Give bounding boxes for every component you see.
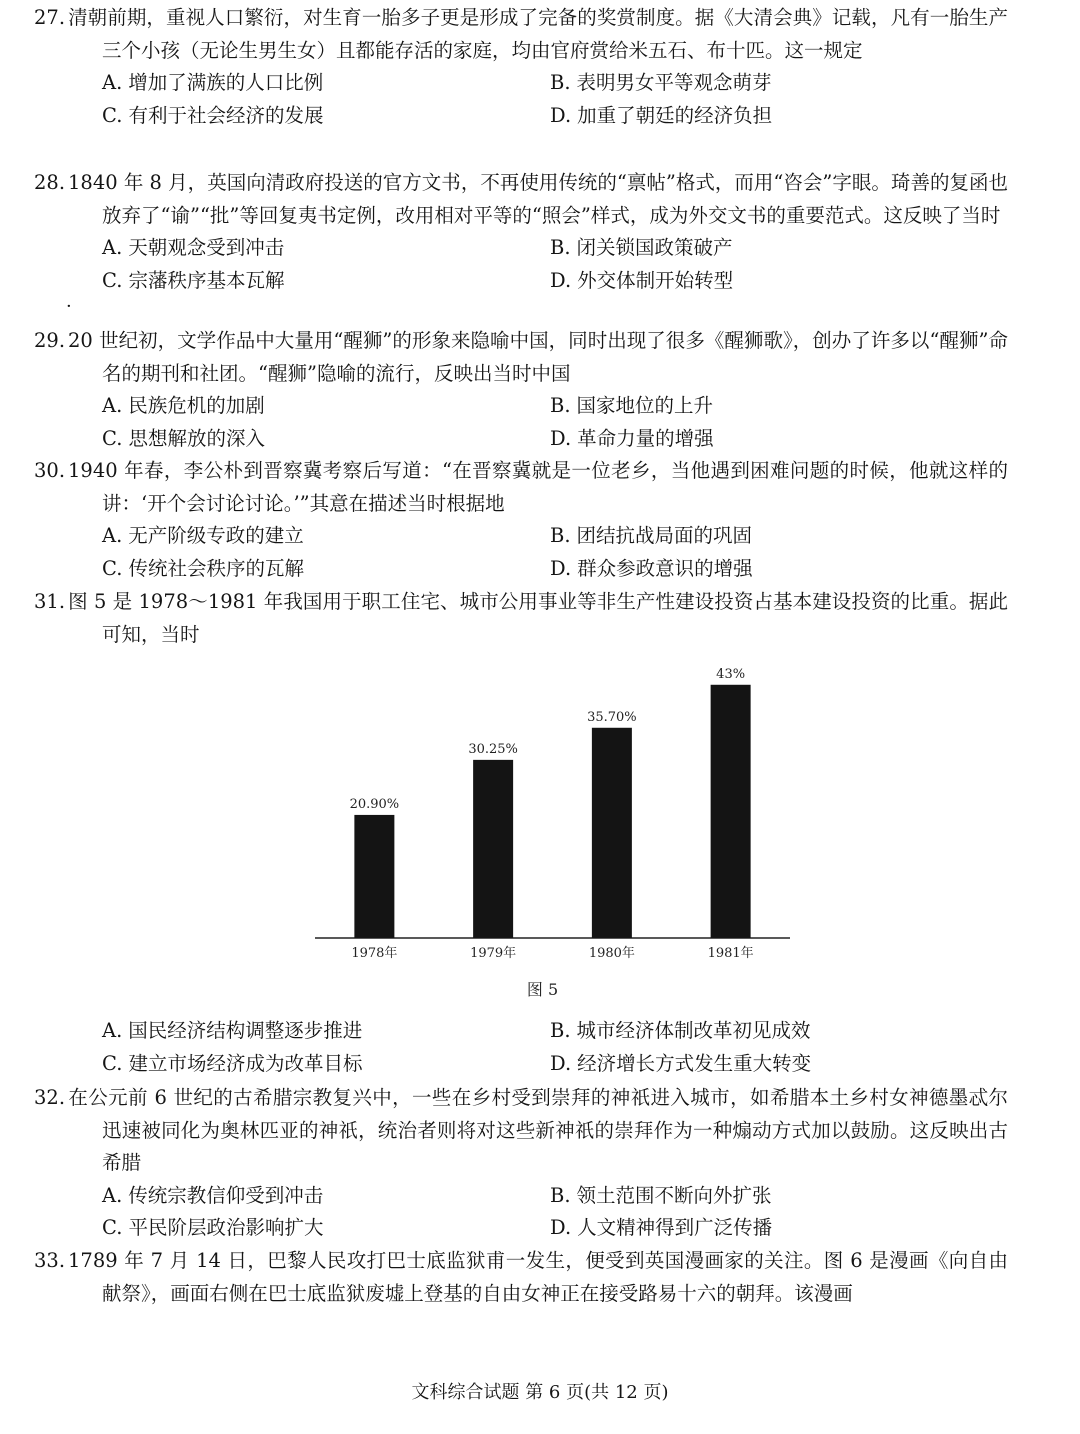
bar-1978年 bbox=[354, 815, 394, 938]
data-label: 43% bbox=[716, 666, 746, 682]
question-33 bbox=[34, 1245, 1008, 1310]
option-c[interactable]: C. 宗藩秩序基本瓦解 bbox=[102, 268, 285, 292]
bar-1981年 bbox=[711, 685, 751, 938]
option-a[interactable]: A. 天朝观念受到冲击 bbox=[102, 236, 285, 259]
x-tick-label: 1979年 bbox=[470, 946, 517, 961]
x-tick-label: 1978年 bbox=[351, 946, 398, 961]
data-label: 20.90% bbox=[349, 796, 400, 812]
option-d[interactable]: D. 经济增长方式发生重大转变 bbox=[550, 1051, 812, 1075]
question-text: 20 世纪初，文学作品中大量用“醒狮”的形象来隐喻中国，同时出现了很多《醒狮歌》，创办了许多以“醒狮”命名的期刊和社团。“醒狮”隐喻的流行，反映出当时中国 bbox=[68, 329, 1008, 385]
question-text: 1789 年 7 月 14 日，巴黎人民攻打巴士底监狱甫一发生，便受到英国漫画家的关注。图 6 是漫画《向自由献祭》，画面右侧在巴士底监狱废墟上登基的自由女神正在接受路易十六的朝拜。该漫画 bbox=[68, 1249, 1008, 1305]
question-32 bbox=[34, 1082, 1008, 1245]
question-stem: 27. 清朝前期，重视人口繁衍，对生育一胎多子更是形成了完备的奖赏制度。据《大清会典》记载，凡有一胎生产三个小孩（无论生男生女）且都能存活的家庭，均由官府赏给米五石、布十匹。这一规定 bbox=[34, 6, 1008, 62]
option-c[interactable]: C. 思想解放的深入 bbox=[102, 426, 265, 450]
data-label: 30.25% bbox=[468, 741, 518, 757]
options-grid bbox=[68, 1015, 1008, 1080]
option-b[interactable]: B. 领土范围不断向外扩张 bbox=[550, 1183, 772, 1207]
bar-1980年 bbox=[592, 728, 632, 938]
question-28 bbox=[34, 167, 1008, 297]
question-text: 图 5 是 1978～1981 年我国用于职工住宅、城市公用事业等非生产性建设投资占基本建设投资的比重。据此可知，当时 bbox=[68, 590, 1008, 646]
option-a[interactable]: A. 增加了满族的人口比例 bbox=[102, 71, 324, 94]
question-text: 清朝前期，重视人口繁衍，对生育一胎多子更是形成了完备的奖赏制度。据《大清会典》记载，凡有一胎生产三个小孩（无论生男生女）且都能存活的家庭，均由官府赏给米五石、布十匹。这一规定 bbox=[68, 6, 1008, 62]
question-stem: 30. 1940 年春，李公朴到晋察冀考察后写道：“在晋察冀就是一位老乡，当他遇到困难问题的时候，他就这样的讲：‘开个会讨论讨论。’”其意在描述当时根据地 bbox=[34, 459, 1008, 515]
question-text: 在公元前 6 世纪的古希腊宗教复兴中，一些在乡村受到崇拜的神祇进入城市，如希腊本土乡村女神德墨忒尔迅速被同化为奥林匹亚的神祇，统治者则将对这些新神祇的崇拜作为一种煽动方式加以鼓励。这反映出古希腊 bbox=[68, 1086, 1008, 1174]
option-c[interactable]: C. 传统社会秩序的瓦解 bbox=[102, 556, 304, 580]
margin-dot: · bbox=[66, 296, 72, 317]
option-d[interactable]: D. 群众参政意识的增强 bbox=[550, 556, 753, 580]
figure-5 bbox=[300, 648, 820, 1008]
option-b[interactable]: B. 团结抗战局面的巩固 bbox=[550, 524, 753, 547]
option-a[interactable]: A. 国民经济结构调整逐步推进 bbox=[102, 1019, 363, 1042]
option-b[interactable]: B. 表明男女平等观念萌芽 bbox=[550, 71, 772, 94]
option-c[interactable]: C. 有利于社会经济的发展 bbox=[102, 103, 324, 127]
option-b[interactable]: B. 闭关锁国政策破产 bbox=[550, 236, 733, 259]
options-grid bbox=[68, 67, 1008, 132]
bar-chart bbox=[300, 648, 820, 1008]
option-d[interactable]: D. 外交体制开始转型 bbox=[550, 268, 734, 292]
question-30 bbox=[34, 455, 1008, 585]
option-a[interactable]: A. 传统宗教信仰受到冲击 bbox=[102, 1183, 324, 1207]
page-footer: 文科综合试题 第 6 页(共 12 页) bbox=[411, 1382, 669, 1403]
option-b[interactable]: B. 城市经济体制改革初见成效 bbox=[550, 1019, 811, 1042]
option-d[interactable]: D. 加重了朝廷的经济负担 bbox=[550, 103, 773, 127]
bar-1979年 bbox=[473, 760, 513, 938]
question-stem: 28. 1840 年 8 月，英国向清政府投送的官方文书，不再使用传统的“禀帖”格式，而用“咨会”字眼。琦善的复函也放弃了“谕”“批”等回复夷书定例，改用相对平等的“照会”样式，成为外交文书的重要范式。这反映了当时 bbox=[34, 171, 1008, 227]
x-tick-label: 1980年 bbox=[588, 946, 635, 961]
question-text: 1840 年 8 月，英国向清政府投送的官方文书，不再使用传统的“禀帖”格式，而用“咨会”字眼。琦善的复函也放弃了“谕”“批”等回复夷书定例，改用相对平等的“照会”样式，成为外交文书的重要范式。这反映了当时 bbox=[68, 171, 1008, 227]
option-d[interactable]: D. 人文精神得到广泛传播 bbox=[550, 1216, 773, 1239]
question-31-options bbox=[68, 1015, 1008, 1080]
question-29 bbox=[34, 325, 1008, 455]
question-27 bbox=[34, 2, 1008, 132]
data-label: 35.70% bbox=[587, 709, 637, 725]
options-grid bbox=[68, 520, 1008, 585]
question-stem: 32. 在公元前 6 世纪的古希腊宗教复兴中，一些在乡村受到崇拜的神祇进入城市，如希腊本土乡村女神德墨忒尔迅速被同化为奥林匹亚的神祇，统治者则将对这些新神祇的崇拜作为一种煽动方式加以鼓励。这反映出古希腊 bbox=[34, 1086, 1008, 1174]
question-31 bbox=[34, 586, 1008, 651]
question-stem: 29. 20 世纪初，文学作品中大量用“醒狮”的形象来隐喻中国，同时出现了很多《醒狮歌》，创办了许多以“醒狮”命名的期刊和社团。“醒狮”隐喻的流行，反映出当时中国 bbox=[34, 329, 1008, 385]
option-d[interactable]: D. 革命力量的增强 bbox=[550, 426, 714, 450]
options-grid bbox=[68, 232, 1008, 297]
option-c[interactable]: C. 建立市场经济成为改革目标 bbox=[102, 1051, 363, 1075]
option-c[interactable]: C. 平民阶层政治影响扩大 bbox=[102, 1216, 324, 1239]
options-grid bbox=[68, 1180, 1008, 1245]
option-a[interactable]: A. 民族危机的加剧 bbox=[102, 394, 265, 417]
question-stem: 33. 1789 年 7 月 14 日，巴黎人民攻打巴士底监狱甫一发生，便受到英国漫画家的关注。图 6 是漫画《向自由献祭》，画面右侧在巴士底监狱废墟上登基的自由女神正在接受路易十六的朝拜。该漫画 bbox=[34, 1249, 1008, 1305]
question-stem: 31. 图 5 是 1978～1981 年我国用于职工住宅、城市公用事业等非生产性建设投资占基本建设投资的比重。据此可知，当时 bbox=[34, 590, 1008, 646]
option-a[interactable]: A. 无产阶级专政的建立 bbox=[102, 524, 304, 547]
question-text: 1940 年春，李公朴到晋察冀考察后写道：“在晋察冀就是一位老乡，当他遇到困难问题的时候，他就这样的讲：‘开个会讨论讨论。’”其意在描述当时根据地 bbox=[68, 459, 1008, 515]
x-tick-label: 1981年 bbox=[707, 946, 754, 961]
option-b[interactable]: B. 国家地位的上升 bbox=[550, 394, 714, 417]
figure-caption: 图 5 bbox=[526, 980, 559, 999]
options-grid bbox=[68, 390, 1008, 455]
